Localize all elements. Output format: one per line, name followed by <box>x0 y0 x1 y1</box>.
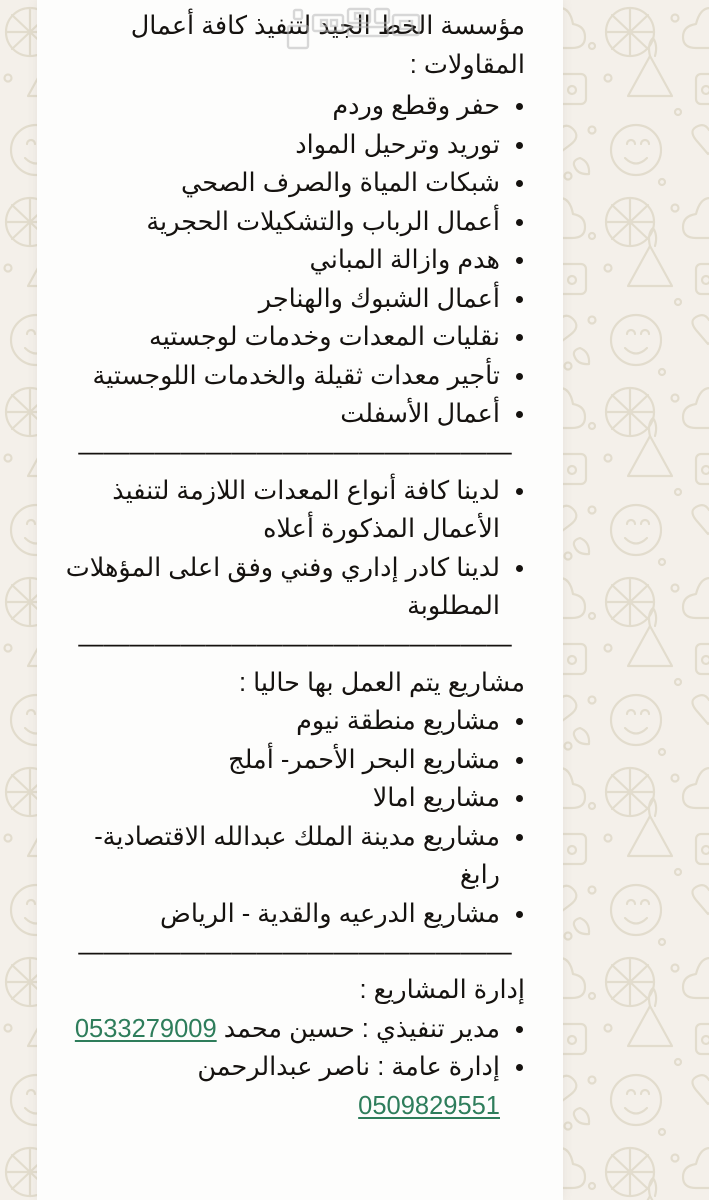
contact-list-item <box>65 1010 525 1049</box>
document-body <box>37 0 563 1200</box>
service-list-item-label: نقليات المعدات وخدمات لوجستيه <box>149 323 500 351</box>
project-list-item <box>65 895 525 934</box>
projects-list <box>65 702 525 933</box>
contact-list-item <box>65 1048 525 1125</box>
service-list-item <box>65 203 525 242</box>
capability-list-item-label: لدينا كافة أنواع المعدات اللازمة لتنفيذ الأعمال المذكورة أعلاه <box>112 476 500 543</box>
service-list-item-label: هدم وازالة المباني <box>309 246 500 274</box>
services-list <box>65 87 525 434</box>
project-list-item-label: مشاريع امالا <box>372 784 500 812</box>
service-list-item <box>65 280 525 319</box>
divider-rule: ————————————————— <box>78 937 512 966</box>
section-divider-3 <box>65 933 525 971</box>
project-list-item <box>65 702 525 741</box>
service-list-item <box>65 164 525 203</box>
section-divider-2 <box>65 626 525 664</box>
project-list-item <box>65 818 525 895</box>
capability-list-item-label: لدينا كادر إداري وفني وفق اعلى المؤهلات المطلوبة <box>65 553 500 620</box>
project-list-item-label: مشاريع البحر الأحمر- أملج <box>228 745 500 774</box>
service-list-item-label: شبكات المياة والصرف الصحي <box>180 169 500 197</box>
project-list-item-label: مشاريع منطقة نيوم <box>296 707 500 735</box>
service-list-item <box>65 241 525 280</box>
service-list-item-label: أعمال الأسفلت <box>340 400 500 428</box>
service-list-item-label: أعمال الشبوك والهناجر <box>258 284 500 313</box>
service-list-item-label: حفر وقطع وردم <box>332 92 500 120</box>
divider-rule: ————————————————— <box>78 630 512 659</box>
contacts-heading: إدارة المشاريع : <box>359 976 525 1004</box>
project-list-item-label: مشاريع مدينة الملك عبدالله الاقتصادية- رابغ <box>94 822 500 889</box>
service-list-item-label: أعمال الرباب والتشكيلات الحجرية <box>146 207 500 236</box>
capability-list-item <box>65 549 525 626</box>
page-title: مؤسسة الخط الجيد لتنفيذ كافة أعمال المقاولات : <box>130 12 525 79</box>
phone-number-link[interactable]: 0533279009 <box>74 1014 217 1043</box>
phone-number-link[interactable]: 0509829551 <box>358 1091 500 1120</box>
service-list-item-label: تأجير معدات ثقيلة والخدمات اللوجستية <box>92 361 500 390</box>
capability-list-item <box>65 472 525 549</box>
section-divider-1 <box>65 434 525 472</box>
service-list-item <box>65 87 525 126</box>
projects-heading: مشاريع يتم العمل بها حاليا : <box>238 668 525 697</box>
contacts-list <box>65 1010 525 1126</box>
service-list-item <box>65 357 525 396</box>
service-list-item <box>65 126 525 165</box>
service-list-item-label: توريد وترحيل المواد <box>295 130 500 159</box>
service-list-item <box>65 395 525 434</box>
contact-role-label: إدارة عامة : ناصر عبدالرحمن <box>197 1053 500 1081</box>
contact-role-label: مدير تنفيذي : حسين محمد <box>216 1014 500 1043</box>
project-list-item <box>65 741 525 780</box>
project-list-item-label: مشاريع الدرعيه والقدية - الرياض <box>160 899 500 928</box>
capabilities-list <box>65 472 525 626</box>
service-list-item <box>65 318 525 357</box>
project-list-item <box>65 779 525 818</box>
divider-rule: ————————————————— <box>78 438 512 467</box>
